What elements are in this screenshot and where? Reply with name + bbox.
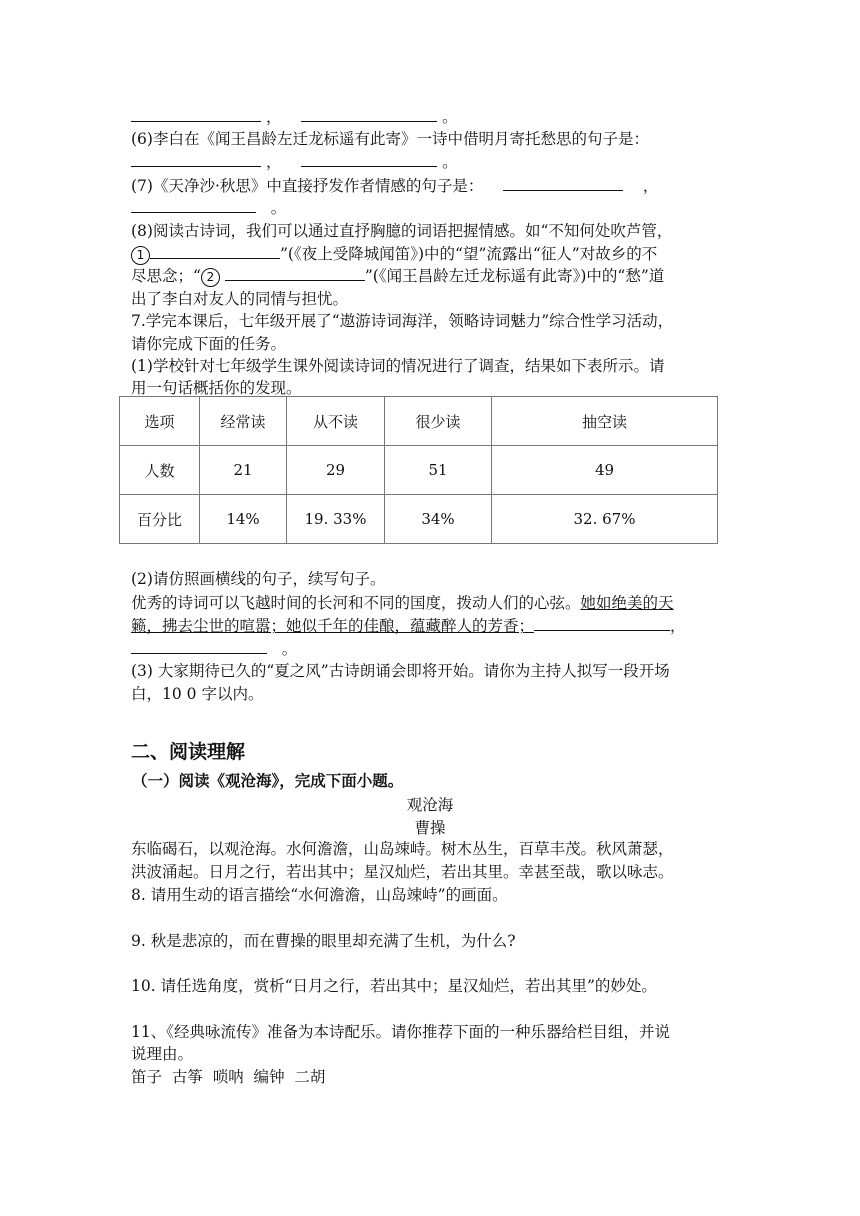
table-cell: 14% — [200, 495, 287, 544]
task-7-3-line2: 白，10 0 字以内。 — [131, 685, 264, 703]
table-cell: 49 — [492, 446, 718, 495]
task-7-2-line1: (2)请仿照画横线的句子，续写句子。 — [131, 570, 386, 588]
answer-blank[interactable] — [131, 107, 261, 122]
table-cell: 21 — [200, 446, 287, 495]
table-cell: 很少读 — [385, 397, 492, 446]
section-heading: 二、阅读理解 — [131, 741, 246, 763]
underlined-example: 她如绝美的天 — [580, 594, 674, 612]
circled-number-1: 1 — [131, 246, 150, 265]
answer-blank[interactable] — [301, 107, 437, 122]
subsection-heading: （一）阅读《观沧海》，完成下面小题。 — [132, 771, 404, 790]
survey-table — [119, 396, 718, 544]
task-7-1-line1: (1)学校针对七年级学生课外阅读诗词的情况进行了调查，结果如下表所示。请 — [131, 357, 665, 375]
table-cell: 百分比 — [120, 495, 200, 544]
table-cell: 19. 33% — [287, 495, 385, 544]
question-6: (6)李白在《闻王昌龄左迁龙标遥有此寄》一诗中借明月寄托愁思的句子是： — [131, 130, 649, 148]
task-7-3-line1: (3) 大家期待已久的“夏之风”古诗朗诵会即将开始。请你为主持人拟写一段开场 — [131, 662, 670, 680]
question-9: 9. 秋是悲凉的，而在曹操的眼里却充满了生机，为什么? — [131, 932, 516, 950]
poem-title: 观沧海 — [406, 796, 454, 814]
table-header-row — [120, 397, 718, 446]
circled-number-2: 2 — [201, 268, 220, 287]
question-10: 10. 请任选角度，赏析“日月之行，若出其中；星汉灿烂，若出其里”的妙处。 — [131, 977, 657, 995]
underlined-example: 籁，拂去尘世的喧嚣；她似千年的佳酿，蕴藏醉人的芳香； — [131, 617, 535, 635]
question-11-line2: 说理由。 — [131, 1045, 194, 1063]
question-8-line3: 尽思念；“ 2 ”(《闻王昌龄左迁龙标遥有此寄》)中的“愁”道 — [131, 267, 665, 285]
question-7a: (7)《天净沙·秋思》中直接抒发作者情感的句子是： ， — [131, 177, 659, 195]
answer-blank[interactable] — [225, 266, 365, 281]
task-7-line1: 7.学完本课后，七年级开展了“遨游诗词海洋，领略诗词魅力”综合性学习活动， — [131, 312, 674, 330]
table-cell: 从不读 — [287, 397, 385, 446]
task-7-2-line3: 籁，拂去尘世的喧嚣；她似千年的佳酿，蕴藏醉人的芳香； ， — [131, 617, 686, 635]
answer-blank[interactable] — [131, 639, 267, 654]
poem-line: 洪波涌起。日月之行，若出其中；星汉灿烂，若出其里。幸甚至哉，歌以咏志。 — [131, 863, 674, 881]
question-8-line1: (8)阅读古诗词，我们可以通过直抒胸臆的词语把握情感。如“不知何处吹芦管， — [131, 222, 673, 240]
answer-blank[interactable] — [534, 616, 670, 631]
table-row — [120, 495, 718, 544]
task-7-line2: 请你完成下面的任务。 — [131, 335, 287, 353]
table-cell: 51 — [385, 446, 492, 495]
answer-blank[interactable] — [301, 152, 437, 167]
table-cell: 经常读 — [200, 397, 287, 446]
table-row — [120, 446, 718, 495]
table-cell: 34% — [385, 495, 492, 544]
question-8: 8. 请用生动的语言描绘“水何澹澹，山岛竦峙”的画面。 — [131, 886, 508, 904]
task-7-2-line2: 优秀的诗词可以飞越时间的长河和不同的国度，拨动人们的心弦。她如绝美的天 — [131, 594, 674, 612]
task-7-1-line2: 用一句话概括你的发现。 — [131, 379, 302, 397]
table-cell: 人数 — [120, 446, 200, 495]
table-cell: 抽空读 — [492, 397, 718, 446]
poem-line: 东临碣石，以观沧海。水何澹澹，山岛竦峙。树木丛生，百草丰茂。秋风萧瑟， — [131, 840, 674, 858]
question-8-line2: 1 ”(《夜上受降城闻笛》)中的“望”流露出“征人”对故乡的不 — [131, 243, 657, 265]
q5-answer-line: ， 。 — [131, 106, 458, 128]
instrument-options: 笛子 古筝 唢呐 编钟 二胡 — [131, 1068, 326, 1086]
table-cell: 32. 67% — [492, 495, 718, 544]
answer-blank[interactable] — [150, 244, 280, 259]
question-11-line1: 11、《经典咏流传》准备为本诗配乐。请你推荐下面的一种乐器给栏目组，并说 — [131, 1023, 670, 1041]
q7a-answer-line: 。 — [131, 197, 286, 219]
table-cell: 29 — [287, 446, 385, 495]
answer-blank[interactable] — [131, 198, 256, 213]
poem-author: 曹操 — [414, 819, 446, 837]
task-7-2-line4: 。 — [131, 638, 297, 660]
answer-blank[interactable] — [503, 176, 623, 191]
q6-answer-line: ， 。 — [131, 151, 458, 173]
question-8-line4: 出了李白对友人的同情与担忧。 — [131, 290, 349, 308]
table-cell: 选项 — [120, 397, 200, 446]
answer-blank[interactable] — [131, 152, 261, 167]
